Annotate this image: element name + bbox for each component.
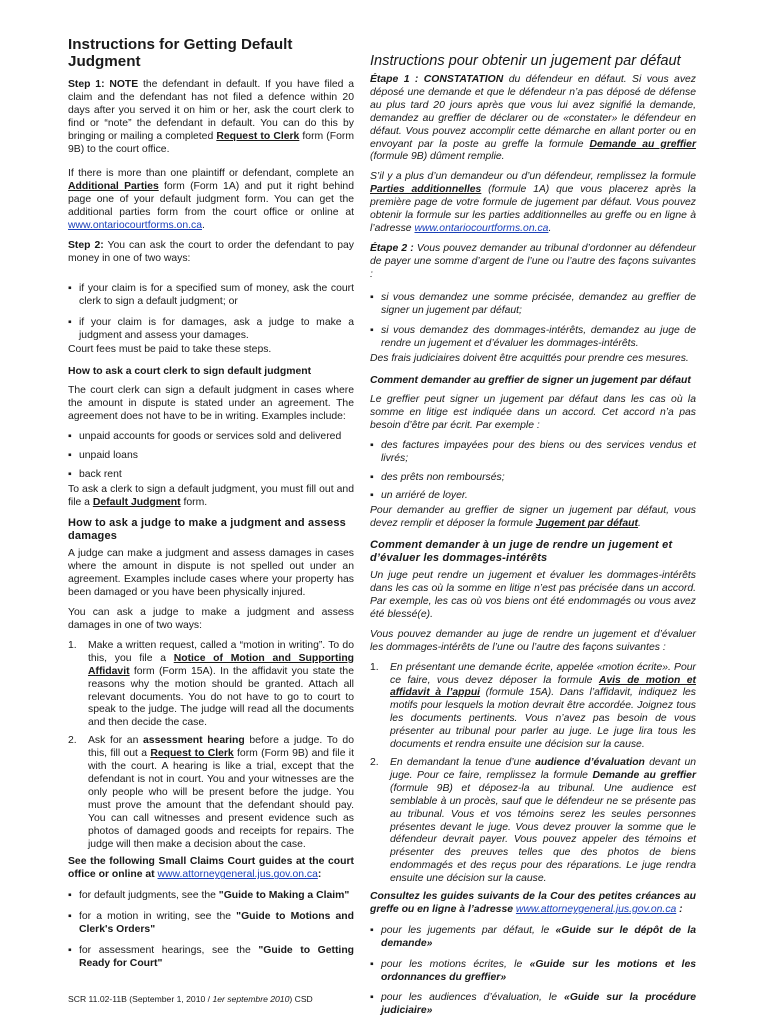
bullet-icon: ▪ — [370, 924, 374, 936]
jugement-par-defaut-link-fr[interactable]: Jugement par défaut — [535, 518, 638, 530]
bullet-icon: ▪ — [370, 958, 374, 970]
clerk-heading-en: How to ask a court clerk to sign default judgment — [68, 366, 312, 378]
clerk-text-fr: Le greffier peut signer un jugement par défaut dans les cas où la somme en litige est indiquée dans un accord. Cet accord n’a pas besoin d’être par écrit. Par exemple : — [370, 394, 696, 431]
list-item: ▪ for default judgments, see the "Guide to Making a Claim" — [68, 890, 350, 902]
guides-text-en: See the following Small Claims Court guides at the court office or online at www.attorneygeneral.jus.gov.on.ca: — [68, 856, 354, 881]
list-item: ▪ pour les motions écrites, le «Guide sur les motions et les ordonnances du greffier» — [370, 958, 696, 983]
list-item: ▪ unpaid loans — [68, 449, 138, 461]
judge-text-en: A judge can make a judgment and assess damages in cases where the amount in dispute is not spelled out under an agreement. Examples include cases where your property has been damaged or you have been physically injured. — [68, 548, 354, 599]
judge-items-en — [68, 640, 354, 852]
judge-items-fr — [370, 662, 696, 886]
french-column — [370, 36, 696, 1026]
list-item: ▪ if your claim is for a specified sum of money, ask the court clerk to sign a default judgment; or — [68, 282, 354, 307]
list-item: 2. En demandant la tenue d’une audience d’évaluation devant un juge. Pour ce faire, remplissez la formule Demande au greffier (formule 9B) et déposez-la au tribunal. Une audience est semblable à un procès, sauf que le défendeur ne se présente pas au tribunal. Vous et vos témoins serez les seules personnes présentes devant le juge. Vous devez prouver la somme que le défendeur devrait payer. Vous pouvez appeler des témoins et présenter des preuves telles que des photos de biens endommagés et des reçus pour des réparations. Le juge rendra ensuite une décision sur la cause. — [370, 756, 697, 885]
examples-list-en — [68, 431, 354, 482]
judge-ways-fr: Vous pouvez demander au juge de rendre un jugement et d’évaluer les dommages-intérêts de l’une ou l’autre des façons suivantes : — [370, 628, 696, 653]
bullet-icon: ▪ — [68, 944, 72, 956]
list-item: ▪ des prêts non remboursés; — [370, 471, 505, 483]
english-column — [68, 36, 354, 979]
bullet-icon: ▪ — [68, 430, 72, 442]
step2-paragraph-en: Step 2: You can ask the court to order the defendant to pay money in one of two ways: — [68, 239, 354, 264]
bullet-icon: ▪ — [370, 439, 374, 451]
attorneygeneral-url-en[interactable]: www.attorneygeneral.jus.gov.on.ca — [157, 869, 318, 881]
list-item: ▪ un arriéré de loyer. — [370, 490, 468, 502]
demande-au-greffier-ref-fr: Demande au greffier — [592, 769, 697, 781]
clerk-form-text-en: To ask a clerk to sign a default judgment, you must fill out and file a Default Judgment form. — [68, 483, 354, 508]
step1-paragraph-fr: Étape 1 : CONSTATATION du défendeur en défaut. Si vous avez déposé une demande et que le défendeur n’a pas déposé de défense au plus tard 20 jours après que vous lui avez signifié la demande, demandez au greffier de déclarer ou de «constater» le défendeur en défaut. Vous pouvez accomplir cette démarche en allant porter ou en envoyant par la poste au greffe la formule Demande au greffier (formule 9B) dûment remplie. — [370, 74, 697, 163]
clerk-heading-fr: Comment demander au greffier de signer un jugement par défaut — [370, 375, 691, 387]
step1-paragraph-en: Step 1: NOTE the defendant in default. If you have filed a claim and the defendant has not filed a defence within 20 days after you served it on him or her, ask the court clerk to find or “note” the defendant in default. You can do this by bringing or mailing a completed Request to Clerk form (Form 9B) to the court office. — [68, 79, 355, 155]
guides-list-fr — [370, 925, 696, 1018]
ways-list-fr — [370, 292, 696, 352]
page-title-fr: Instructions pour obtenir un jugement par défaut — [370, 53, 681, 69]
guides-text-fr: Consultez les guides suivants de la Cour des petites créances au greffe ou en ligne à l’adresse www.attorneygeneral.jus.gov.on.ca : — [370, 891, 696, 915]
clerk-text-en: The court clerk can sign a default judgment in cases where the amount in dispute is stated under an agreement. The agreement does not have to be in writing. Examples include: — [68, 385, 354, 423]
list-item: 2. Ask for an assessment hearing before a judge. To do this, fill out a Request to Clerk form (Form 9B) and file it with the court. A hearing is like a trial, except that the defendant is not in court. You and your witnesses are the only people who will be present before the judge. You must prove the amount that the defendant should pay. You can call witnesses and present evidence such as photos of damaged goods and receipts for repairs. The judge will then make a decision about the case. — [68, 735, 355, 850]
list-item: 1. En présentant une demande écrite, appelée «motion écrite». Pour ce faire, vous devez déposer la formule Avis de motion et affidavit à l’appui (formule 15A). Dans l’affidavit, indiquez les motifs pour lesquels la motion devrait être accordée. Joignez tous les documents pertinents. Vous n’avez pas besoin de vous présenter au tribunal pour parler au juge. Le juge lira tous les documents et rendra ensuite une décision sur la cause. — [370, 661, 697, 751]
page-title-en: Instructions for Getting Default Judgment — [68, 36, 293, 70]
bullet-icon: ▪ — [370, 325, 374, 337]
ontariocourtforms-url-en[interactable]: www.ontariocourtforms.on.ca — [68, 220, 202, 232]
judge-heading-fr: Comment demander à un juge de rendre un jugement et d’évaluer les dommages-intérêts — [370, 539, 673, 565]
bullet-icon: ▪ — [370, 291, 374, 303]
request-to-clerk-link-en[interactable]: Request to Clerk — [216, 130, 300, 142]
request-to-clerk-link-2-en[interactable]: Request to Clerk — [150, 748, 234, 760]
default-judgment-link-en[interactable]: Default Judgment — [92, 496, 181, 508]
step2-paragraph-fr: Étape 2 : Vous pouvez demander au tribunal d’ordonner au défendeur de payer une somme d’argent de l’une ou l’autre des façons suivantes : — [370, 242, 696, 280]
parties-paragraph-fr: S’il y a plus d’un demandeur ou d’un défendeur, remplissez la formule Parties additionnelles (formule 1A) que vous placerez après la première page de votre formule de jugement par défaut. Vous pouvez obtenir la formule sur les parties additionnelles au greffe ou en ligne à l’adresse www.ontariocourtforms.on.ca. — [370, 171, 696, 234]
bullet-icon: ▪ — [68, 468, 72, 480]
list-item: ▪ des factures impayées pour des biens ou des services vendus et livrés; — [370, 439, 696, 464]
list-item: ▪ si vous demandez des dommages-intérêts, demandez au juge de rendre un jugement et d’évaluer les dommages-intérêts. — [370, 325, 696, 350]
clerk-form-text-fr: Pour demander au greffier de signer un jugement par défaut, vous devez remplir et déposer la formule Jugement par défaut. — [370, 505, 696, 530]
bullet-icon: ▪ — [68, 890, 72, 902]
bullet-icon: ▪ — [68, 282, 72, 294]
additional-parties-link-en[interactable]: Additional Parties — [68, 181, 159, 193]
judge-heading-en: How to ask a judge to make a judgment and assess damages — [68, 517, 346, 543]
examples-list-fr — [370, 440, 696, 504]
form-footer: SCR 11.02-11B (September 1, 2010 / 1er septembre 2010) CSD — [68, 994, 313, 1004]
bullet-icon: ▪ — [370, 471, 374, 483]
fees-text-fr: Des frais judiciaires doivent être acquittés pour prendre ces mesures. — [370, 353, 689, 365]
guides-list-en — [68, 890, 354, 971]
ways-list-en — [68, 283, 354, 343]
notice-of-motion-link-en[interactable]: Notice of Motion and Supporting Affidavit — [88, 652, 355, 677]
judge-ways-en: You can ask a judge to make a judgment and assess damages in one of two ways: — [68, 607, 354, 631]
attorneygeneral-url-fr[interactable]: www.attorneygeneral.jus.gov.on.ca — [515, 903, 677, 915]
bullet-icon: ▪ — [68, 449, 72, 461]
bullet-icon: ▪ — [370, 490, 374, 502]
demande-au-greffier-link-fr[interactable]: Demande au greffier — [589, 138, 696, 150]
list-item: ▪ pour les jugements par défaut, le «Guide sur le dépôt de la demande» — [370, 924, 697, 949]
list-item: ▪ pour les audiences d’évaluation, le «Guide sur la procédure judiciaire» — [370, 992, 697, 1017]
list-item: 1. Make a written request, called a “motion in writing”. To do this, you file a Notice of Motion and Supporting Affidavit form (Form 15A). In the affidavit you state the reasons why the motion should be granted. Attach all relevant documents. You do not have to go to court to speak to the judge. The judge will read all the documents and then decide the case. — [68, 639, 355, 729]
judge-text-fr: Un juge peut rendre un jugement et évaluer les dommages-intérêts dans les cas où la somme en litige n’est pas précisée dans un accord. Par exemple, les cas où vos biens ont été endommagés ou vous avez été blessé(e). — [370, 570, 696, 620]
avis-de-motion-link-fr[interactable]: Avis de motion et affidavit à l’appui — [390, 674, 697, 699]
bullet-icon: ▪ — [370, 992, 374, 1004]
list-item: ▪ if your claim is for damages, ask a judge to make a judgment and assess your damages. — [68, 316, 354, 341]
list-item: ▪ back rent — [68, 468, 122, 480]
bullet-icon: ▪ — [68, 911, 72, 923]
bullet-icon: ▪ — [68, 316, 72, 328]
list-item: ▪ for assessment hearings, see the "Guide to Getting Ready for Court" — [68, 944, 355, 969]
fees-text-en: Court fees must be paid to take these steps. — [68, 344, 272, 356]
list-item: ▪ unpaid accounts for goods or services sold and delivered — [68, 430, 342, 442]
list-item: ▪ si vous demandez une somme précisée, demandez au greffier de signer un jugement par défaut; — [370, 291, 696, 316]
parties-additionnelles-link-fr[interactable]: Parties additionnelles — [370, 184, 482, 196]
ontariocourtforms-url-fr[interactable]: www.ontariocourtforms.on.ca — [414, 222, 549, 234]
list-item: ▪ for a motion in writing, see the "Guide to Motions and Clerk's Orders" — [68, 911, 354, 936]
parties-paragraph-en: If there is more than one plaintiff or defendant, complete an Additional Parties form (Form 1A) and put it right behind page one of your default judgment form. You can get the additional parties form from the court office or online at www.ontariocourtforms.on.ca. — [68, 168, 354, 232]
